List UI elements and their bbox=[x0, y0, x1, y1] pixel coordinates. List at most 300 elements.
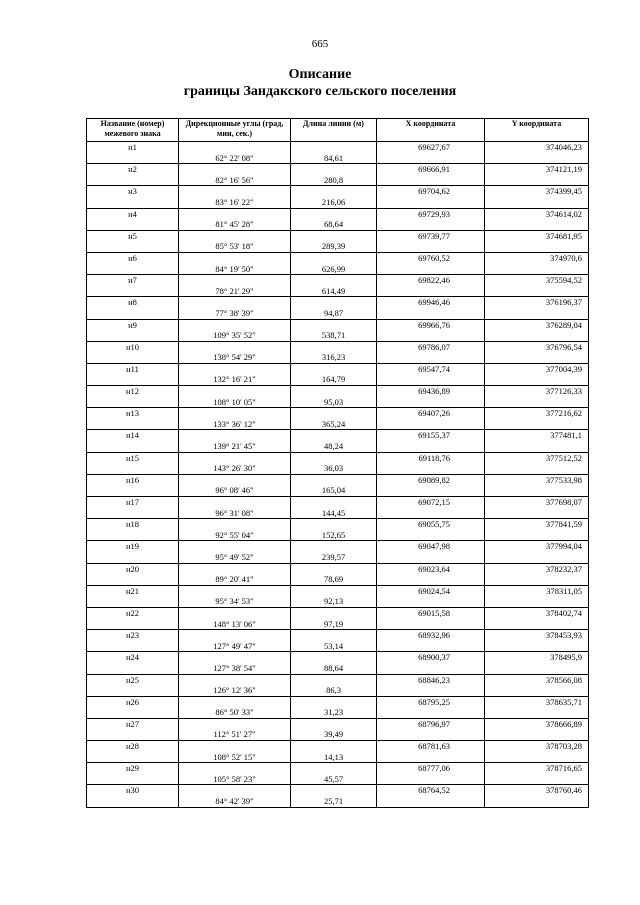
angle-cell bbox=[179, 741, 291, 752]
x-coordinate-cell: 69407,26 bbox=[377, 408, 485, 419]
y-coordinate-cell: 377533,98 bbox=[485, 474, 589, 485]
angle-cell bbox=[179, 386, 291, 397]
length-cell bbox=[291, 763, 377, 774]
table-row-point bbox=[87, 142, 589, 153]
length-cell bbox=[291, 275, 377, 286]
table-row-point bbox=[87, 363, 589, 374]
x-coordinate-cell: 69666,91 bbox=[377, 164, 485, 175]
length-cell bbox=[291, 585, 377, 596]
table-row-segment bbox=[87, 574, 589, 585]
point-name-cell: н13 bbox=[87, 408, 179, 419]
x-coordinate-cell: 68781,63 bbox=[377, 741, 485, 752]
x-coordinate-cell: 69155,37 bbox=[377, 430, 485, 441]
x-coordinate-cell: 69089,82 bbox=[377, 474, 485, 485]
page-number: 665 bbox=[311, 38, 329, 50]
angle-cell: 143° 26' 30" bbox=[179, 463, 291, 474]
point-name-cell bbox=[87, 619, 179, 630]
x-coordinate-cell: 68796,97 bbox=[377, 718, 485, 729]
length-cell: 95,03 bbox=[291, 397, 377, 408]
length-cell: 25,71 bbox=[291, 796, 377, 807]
table-row-point bbox=[87, 208, 589, 219]
point-name-cell bbox=[87, 729, 179, 740]
angle-cell bbox=[179, 652, 291, 663]
x-coordinate-cell bbox=[377, 374, 485, 385]
x-coordinate-cell bbox=[377, 308, 485, 319]
point-name-cell: н4 bbox=[87, 208, 179, 219]
table-row-segment bbox=[87, 153, 589, 164]
point-name-cell: н9 bbox=[87, 319, 179, 330]
table-row-segment bbox=[87, 729, 589, 740]
length-cell: 39,49 bbox=[291, 729, 377, 740]
y-coordinate-cell bbox=[485, 774, 589, 785]
x-coordinate-cell: 69118,76 bbox=[377, 452, 485, 463]
x-coordinate-cell: 69760,52 bbox=[377, 252, 485, 263]
x-coordinate-cell: 68846,23 bbox=[377, 674, 485, 685]
y-coordinate-cell bbox=[485, 374, 589, 385]
point-name-cell bbox=[87, 641, 179, 652]
table-row-segment bbox=[87, 752, 589, 763]
angle-cell bbox=[179, 519, 291, 530]
angle-cell bbox=[179, 408, 291, 419]
angle-cell bbox=[179, 252, 291, 263]
x-coordinate-cell bbox=[377, 264, 485, 275]
length-cell: 97,19 bbox=[291, 619, 377, 630]
x-coordinate-cell bbox=[377, 774, 485, 785]
length-cell bbox=[291, 607, 377, 618]
document-title bbox=[0, 66, 640, 100]
length-cell bbox=[291, 363, 377, 374]
length-cell bbox=[291, 430, 377, 441]
angle-cell bbox=[179, 164, 291, 175]
angle-cell bbox=[179, 474, 291, 485]
angle-cell bbox=[179, 541, 291, 552]
angle-cell bbox=[179, 718, 291, 729]
length-cell bbox=[291, 519, 377, 530]
table-row-point bbox=[87, 519, 589, 530]
angle-cell: 109° 35' 52" bbox=[179, 330, 291, 341]
table-row-segment bbox=[87, 485, 589, 496]
point-name-cell: н2 bbox=[87, 164, 179, 175]
length-cell bbox=[291, 164, 377, 175]
y-coordinate-cell: 375594,52 bbox=[485, 275, 589, 286]
y-coordinate-cell bbox=[485, 219, 589, 230]
length-cell: 53,14 bbox=[291, 641, 377, 652]
y-coordinate-cell: 378232,37 bbox=[485, 563, 589, 574]
table-row-point bbox=[87, 164, 589, 175]
angle-cell bbox=[179, 319, 291, 330]
point-name-cell bbox=[87, 485, 179, 496]
length-cell: 626,99 bbox=[291, 264, 377, 275]
table-row-point bbox=[87, 630, 589, 641]
point-name-cell bbox=[87, 663, 179, 674]
point-name-cell bbox=[87, 175, 179, 186]
x-coordinate-cell: 69946,46 bbox=[377, 297, 485, 308]
x-coordinate-cell bbox=[377, 286, 485, 297]
x-coordinate-cell bbox=[377, 552, 485, 563]
boundary-table bbox=[86, 118, 589, 808]
point-name-cell bbox=[87, 264, 179, 275]
length-cell bbox=[291, 652, 377, 663]
x-coordinate-cell: 69729,93 bbox=[377, 208, 485, 219]
table-row-segment bbox=[87, 374, 589, 385]
angle-cell: 86° 50' 33" bbox=[179, 707, 291, 718]
length-cell bbox=[291, 208, 377, 219]
x-coordinate-cell: 69015,58 bbox=[377, 607, 485, 618]
point-name-cell: н19 bbox=[87, 541, 179, 552]
y-coordinate-cell bbox=[485, 308, 589, 319]
length-cell: 165,04 bbox=[291, 485, 377, 496]
y-coordinate-cell bbox=[485, 508, 589, 519]
x-coordinate-cell bbox=[377, 219, 485, 230]
length-cell: 14,13 bbox=[291, 752, 377, 763]
length-cell bbox=[291, 630, 377, 641]
angle-cell: 108° 10' 05" bbox=[179, 397, 291, 408]
y-coordinate-cell bbox=[485, 241, 589, 252]
column-header-x: X координата bbox=[377, 119, 485, 142]
table-row-segment bbox=[87, 197, 589, 208]
point-name-cell: н21 bbox=[87, 585, 179, 596]
table-row-point bbox=[87, 741, 589, 752]
x-coordinate-cell bbox=[377, 707, 485, 718]
length-cell: 164,79 bbox=[291, 374, 377, 385]
x-coordinate-cell bbox=[377, 752, 485, 763]
angle-cell: 96° 08' 46" bbox=[179, 485, 291, 496]
y-coordinate-cell: 376289,04 bbox=[485, 319, 589, 330]
column-header-angle: Дирекционные углы (град, мин, сек.) bbox=[179, 119, 291, 142]
point-name-cell: н8 bbox=[87, 297, 179, 308]
y-coordinate-cell bbox=[485, 419, 589, 430]
table-row-segment bbox=[87, 330, 589, 341]
x-coordinate-cell: 69704,62 bbox=[377, 186, 485, 197]
point-name-cell: н20 bbox=[87, 563, 179, 574]
point-name-cell: н24 bbox=[87, 652, 179, 663]
point-name-cell bbox=[87, 596, 179, 607]
point-name-cell bbox=[87, 197, 179, 208]
table-row-segment bbox=[87, 596, 589, 607]
angle-cell bbox=[179, 630, 291, 641]
y-coordinate-cell: 377994,04 bbox=[485, 541, 589, 552]
point-name-cell: н10 bbox=[87, 341, 179, 352]
table-row-segment bbox=[87, 508, 589, 519]
point-name-cell: н27 bbox=[87, 718, 179, 729]
length-cell bbox=[291, 474, 377, 485]
angle-cell: 132° 16' 21" bbox=[179, 374, 291, 385]
point-name-cell bbox=[87, 463, 179, 474]
table-row-point bbox=[87, 474, 589, 485]
table-row-segment bbox=[87, 530, 589, 541]
length-cell: 68,64 bbox=[291, 219, 377, 230]
table-row-point bbox=[87, 297, 589, 308]
angle-cell: 83° 16' 22" bbox=[179, 197, 291, 208]
y-coordinate-cell: 374121,19 bbox=[485, 164, 589, 175]
y-coordinate-cell bbox=[485, 707, 589, 718]
length-cell bbox=[291, 563, 377, 574]
y-coordinate-cell: 377841,59 bbox=[485, 519, 589, 530]
point-name-cell bbox=[87, 286, 179, 297]
point-name-cell bbox=[87, 397, 179, 408]
y-coordinate-cell bbox=[485, 796, 589, 807]
table-row-segment bbox=[87, 308, 589, 319]
x-coordinate-cell bbox=[377, 574, 485, 585]
point-name-cell: н30 bbox=[87, 785, 179, 796]
length-cell: 31,23 bbox=[291, 707, 377, 718]
table-row-point bbox=[87, 408, 589, 419]
y-coordinate-cell: 377126,33 bbox=[485, 386, 589, 397]
y-coordinate-cell bbox=[485, 197, 589, 208]
table-row-point bbox=[87, 718, 589, 729]
table-row-segment bbox=[87, 219, 589, 230]
x-coordinate-cell bbox=[377, 463, 485, 474]
y-coordinate-cell: 374681,95 bbox=[485, 230, 589, 241]
y-coordinate-cell bbox=[485, 619, 589, 630]
angle-cell bbox=[179, 186, 291, 197]
x-coordinate-cell: 69023,64 bbox=[377, 563, 485, 574]
length-cell bbox=[291, 230, 377, 241]
angle-cell: 81° 45' 28" bbox=[179, 219, 291, 230]
length-cell bbox=[291, 741, 377, 752]
point-name-cell: н18 bbox=[87, 519, 179, 530]
x-coordinate-cell: 69822,46 bbox=[377, 275, 485, 286]
length-cell bbox=[291, 674, 377, 685]
y-coordinate-cell bbox=[485, 441, 589, 452]
column-header-length: Длина линии (м) bbox=[291, 119, 377, 142]
point-name-cell: н15 bbox=[87, 452, 179, 463]
column-header-y: Y координата bbox=[485, 119, 589, 142]
y-coordinate-cell: 377698,07 bbox=[485, 497, 589, 508]
angle-cell: 127° 49' 47" bbox=[179, 641, 291, 652]
angle-cell: 138° 54' 29" bbox=[179, 352, 291, 363]
length-cell bbox=[291, 541, 377, 552]
length-cell: 289,39 bbox=[291, 241, 377, 252]
x-coordinate-cell bbox=[377, 153, 485, 164]
x-coordinate-cell: 69627,67 bbox=[377, 142, 485, 153]
table-row-point bbox=[87, 230, 589, 241]
x-coordinate-cell bbox=[377, 596, 485, 607]
x-coordinate-cell bbox=[377, 619, 485, 630]
angle-cell bbox=[179, 430, 291, 441]
table-row-point bbox=[87, 186, 589, 197]
table-row-segment bbox=[87, 175, 589, 186]
table-row-point bbox=[87, 696, 589, 707]
angle-cell: 82° 16' 56" bbox=[179, 175, 291, 186]
x-coordinate-cell: 68795,25 bbox=[377, 696, 485, 707]
x-coordinate-cell bbox=[377, 663, 485, 674]
table-row-point bbox=[87, 430, 589, 441]
angle-cell: 127° 38' 54" bbox=[179, 663, 291, 674]
y-coordinate-cell bbox=[485, 153, 589, 164]
table-header-row bbox=[87, 119, 589, 142]
table-row-point bbox=[87, 652, 589, 663]
x-coordinate-cell: 69739,77 bbox=[377, 230, 485, 241]
point-name-cell bbox=[87, 330, 179, 341]
point-name-cell: н14 bbox=[87, 430, 179, 441]
angle-cell bbox=[179, 341, 291, 352]
table-row-segment bbox=[87, 663, 589, 674]
angle-cell: 95° 49' 52" bbox=[179, 552, 291, 563]
x-coordinate-cell bbox=[377, 485, 485, 496]
length-cell bbox=[291, 341, 377, 352]
point-name-cell: н28 bbox=[87, 741, 179, 752]
point-name-cell bbox=[87, 685, 179, 696]
length-cell: 365,24 bbox=[291, 419, 377, 430]
point-name-cell bbox=[87, 419, 179, 430]
y-coordinate-cell bbox=[485, 685, 589, 696]
length-cell bbox=[291, 142, 377, 153]
y-coordinate-cell: 376796,54 bbox=[485, 341, 589, 352]
length-cell: 78,69 bbox=[291, 574, 377, 585]
point-name-cell bbox=[87, 352, 179, 363]
angle-cell bbox=[179, 275, 291, 286]
y-coordinate-cell: 378635,71 bbox=[485, 696, 589, 707]
table-row-segment bbox=[87, 397, 589, 408]
x-coordinate-cell bbox=[377, 530, 485, 541]
y-coordinate-cell bbox=[485, 330, 589, 341]
angle-cell: 105° 58' 23" bbox=[179, 774, 291, 785]
length-cell: 36,03 bbox=[291, 463, 377, 474]
length-cell bbox=[291, 718, 377, 729]
y-coordinate-cell bbox=[485, 752, 589, 763]
title-line-1: Описание bbox=[288, 67, 352, 82]
x-coordinate-cell: 68764,52 bbox=[377, 785, 485, 796]
angle-cell: 96° 31' 08" bbox=[179, 508, 291, 519]
point-name-cell bbox=[87, 241, 179, 252]
table-row-segment bbox=[87, 463, 589, 474]
y-coordinate-cell: 378311,05 bbox=[485, 585, 589, 596]
x-coordinate-cell: 68900,37 bbox=[377, 652, 485, 663]
y-coordinate-cell bbox=[485, 485, 589, 496]
length-cell: 88,64 bbox=[291, 663, 377, 674]
table-row-point bbox=[87, 607, 589, 618]
length-cell: 152,65 bbox=[291, 530, 377, 541]
point-name-cell bbox=[87, 752, 179, 763]
point-name-cell: н22 bbox=[87, 607, 179, 618]
angle-cell bbox=[179, 696, 291, 707]
table-row-point bbox=[87, 563, 589, 574]
x-coordinate-cell: 69547,74 bbox=[377, 363, 485, 374]
length-cell: 48,24 bbox=[291, 441, 377, 452]
y-coordinate-cell bbox=[485, 596, 589, 607]
angle-cell: 139° 21' 45" bbox=[179, 441, 291, 452]
length-cell: 84,61 bbox=[291, 153, 377, 164]
table-row-segment bbox=[87, 685, 589, 696]
y-coordinate-cell: 374399,45 bbox=[485, 186, 589, 197]
table-row-segment bbox=[87, 264, 589, 275]
table-row-segment bbox=[87, 641, 589, 652]
point-name-cell: н23 bbox=[87, 630, 179, 641]
length-cell bbox=[291, 497, 377, 508]
length-cell bbox=[291, 452, 377, 463]
x-coordinate-cell: 68932,96 bbox=[377, 630, 485, 641]
angle-cell: 84° 42' 39" bbox=[179, 796, 291, 807]
table-row-point bbox=[87, 319, 589, 330]
point-name-cell bbox=[87, 707, 179, 718]
length-cell bbox=[291, 186, 377, 197]
y-coordinate-cell bbox=[485, 663, 589, 674]
x-coordinate-cell: 69966,76 bbox=[377, 319, 485, 330]
y-coordinate-cell: 378716,65 bbox=[485, 763, 589, 774]
point-name-cell bbox=[87, 219, 179, 230]
point-name-cell bbox=[87, 153, 179, 164]
x-coordinate-cell: 69024,54 bbox=[377, 585, 485, 596]
y-coordinate-cell: 378703,28 bbox=[485, 741, 589, 752]
y-coordinate-cell: 376196,37 bbox=[485, 297, 589, 308]
table-row-point bbox=[87, 785, 589, 796]
y-coordinate-cell bbox=[485, 574, 589, 585]
length-cell: 216,06 bbox=[291, 197, 377, 208]
length-cell: 94,87 bbox=[291, 308, 377, 319]
point-name-cell bbox=[87, 774, 179, 785]
table-row-segment bbox=[87, 241, 589, 252]
table-row-point bbox=[87, 275, 589, 286]
point-name-cell: н29 bbox=[87, 763, 179, 774]
angle-cell bbox=[179, 363, 291, 374]
length-cell: 86,3 bbox=[291, 685, 377, 696]
x-coordinate-cell bbox=[377, 796, 485, 807]
angle-cell bbox=[179, 297, 291, 308]
table-row-point bbox=[87, 252, 589, 263]
length-cell bbox=[291, 297, 377, 308]
point-name-cell bbox=[87, 508, 179, 519]
y-coordinate-cell: 378402,74 bbox=[485, 607, 589, 618]
table-row-segment bbox=[87, 286, 589, 297]
table-row-point bbox=[87, 386, 589, 397]
table-row-segment bbox=[87, 352, 589, 363]
y-coordinate-cell bbox=[485, 175, 589, 186]
x-coordinate-cell bbox=[377, 352, 485, 363]
angle-cell bbox=[179, 607, 291, 618]
x-coordinate-cell: 69047,98 bbox=[377, 541, 485, 552]
table-row-point bbox=[87, 497, 589, 508]
length-cell bbox=[291, 252, 377, 263]
angle-cell bbox=[179, 142, 291, 153]
x-coordinate-cell: 69786,07 bbox=[377, 341, 485, 352]
table-row-segment bbox=[87, 707, 589, 718]
length-cell: 280,8 bbox=[291, 175, 377, 186]
length-cell bbox=[291, 785, 377, 796]
point-name-cell bbox=[87, 574, 179, 585]
y-coordinate-cell bbox=[485, 530, 589, 541]
angle-cell bbox=[179, 674, 291, 685]
table-row-segment bbox=[87, 441, 589, 452]
angle-cell: 148° 13' 06" bbox=[179, 619, 291, 630]
length-cell: 614,49 bbox=[291, 286, 377, 297]
column-header-name: Название (номер) межевого знака bbox=[87, 119, 179, 142]
angle-cell: 89° 20' 41" bbox=[179, 574, 291, 585]
angle-cell bbox=[179, 452, 291, 463]
y-coordinate-cell: 374614,02 bbox=[485, 208, 589, 219]
table-row-point bbox=[87, 674, 589, 685]
table-row-segment bbox=[87, 796, 589, 807]
table-row-segment bbox=[87, 619, 589, 630]
x-coordinate-cell: 69072,15 bbox=[377, 497, 485, 508]
table-row-point bbox=[87, 763, 589, 774]
angle-cell: 78° 21' 29" bbox=[179, 286, 291, 297]
title-line-2: границы Зандакского сельского поселения bbox=[183, 84, 457, 99]
point-name-cell: н6 bbox=[87, 252, 179, 263]
x-coordinate-cell: 68777,06 bbox=[377, 763, 485, 774]
point-name-cell: н5 bbox=[87, 230, 179, 241]
point-name-cell bbox=[87, 441, 179, 452]
point-name-cell bbox=[87, 308, 179, 319]
angle-cell: 133° 36' 12" bbox=[179, 419, 291, 430]
point-name-cell: н25 bbox=[87, 674, 179, 685]
point-name-cell bbox=[87, 530, 179, 541]
point-name-cell bbox=[87, 374, 179, 385]
x-coordinate-cell bbox=[377, 441, 485, 452]
point-name-cell: н3 bbox=[87, 186, 179, 197]
y-coordinate-cell: 378666,89 bbox=[485, 718, 589, 729]
x-coordinate-cell bbox=[377, 508, 485, 519]
